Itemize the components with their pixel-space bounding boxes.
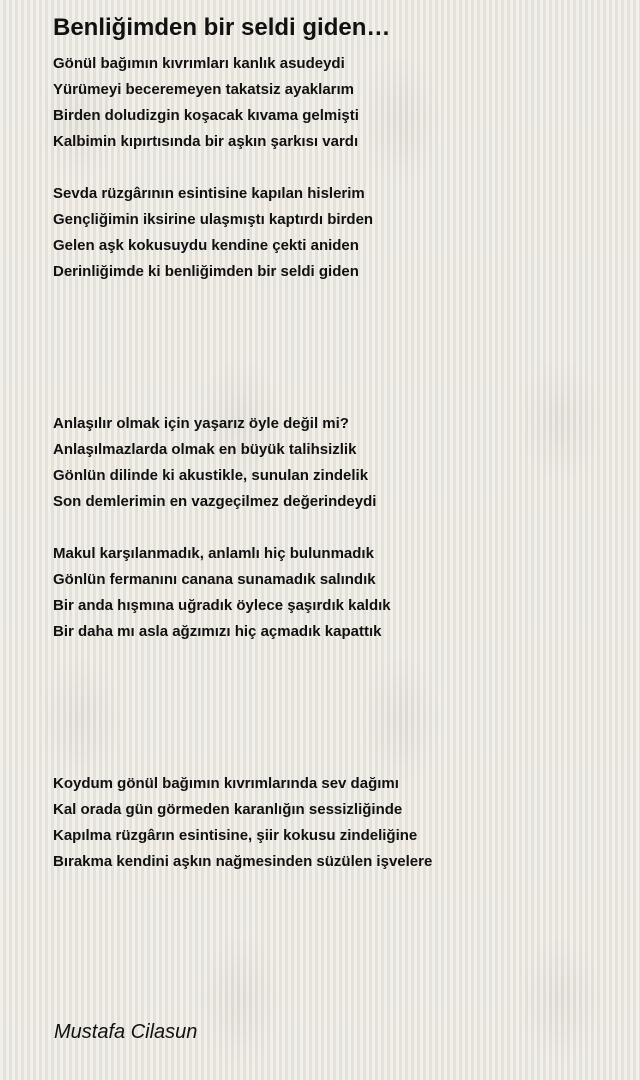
poem-line: Gençliğimin iksirine ulaşmıştı kaptırdı birden [53,211,374,228]
stanza-5 [53,771,432,875]
poem-line: Gönlün dilinde ki akustikle, sunulan zindelik [53,467,369,484]
poem-line: Anlaşılır olmak için yaşarız öyle değil mi? [53,415,349,432]
poem-line: Gönül bağımın kıvrımları kanlık asudeydi [53,55,345,72]
poem-line: Bir daha mı asla ağzımızı hiç açmadık kapattık [53,623,382,640]
poem-line: Derinliğimde ki benliğimden bir seldi giden [53,263,359,280]
poem-line: Yürümeyi beceremeyen takatsiz ayaklarım [53,81,355,98]
stanza-3 [53,411,376,515]
poem-line: Bir anda hışmına uğradık öylece şaşırdık kaldık [53,597,391,614]
stanza-4 [53,541,391,645]
poem-author: Mustafa Cilasun [54,1021,198,1043]
poem-line: Kal orada gün görmeden karanlığın sessizliğinde [53,801,403,818]
poem-title: Benliğimden bir seldi giden… [53,14,391,41]
poem-line: Son demlerimin en vazgeçilmez değerindeydi [53,493,377,510]
poem-line: Gönlün fermanını canana sunamadık salındık [53,571,376,588]
poem-line: Birden doludizgin koşacak kıvama gelmişti [53,107,359,124]
poem-line: Bırakma kendini aşkın nağmesinden süzülen işvelere [53,853,433,870]
poem-line: Koydum gönül bağımın kıvrımlarında sev dağımı [53,775,399,792]
poem-line: Gelen aşk kokusuydu kendine çekti aniden [53,237,359,254]
stanza-2 [53,181,373,285]
poem-line: Anlaşılmazlarda olmak en büyük talihsizlik [53,441,357,458]
poem-line: Kapılma rüzgârın esintisine, şiir kokusu zindeliğine [53,827,418,844]
poem-line: Makul karşılanmadık, anlamlı hiç bulunmadık [53,545,374,562]
stanza-1 [53,51,359,155]
poem-line: Sevda rüzgârının esintisine kapılan hislerim [53,185,365,202]
poem-line: Kalbimin kıpırtısında bir aşkın şarkısı vardı [53,133,359,150]
